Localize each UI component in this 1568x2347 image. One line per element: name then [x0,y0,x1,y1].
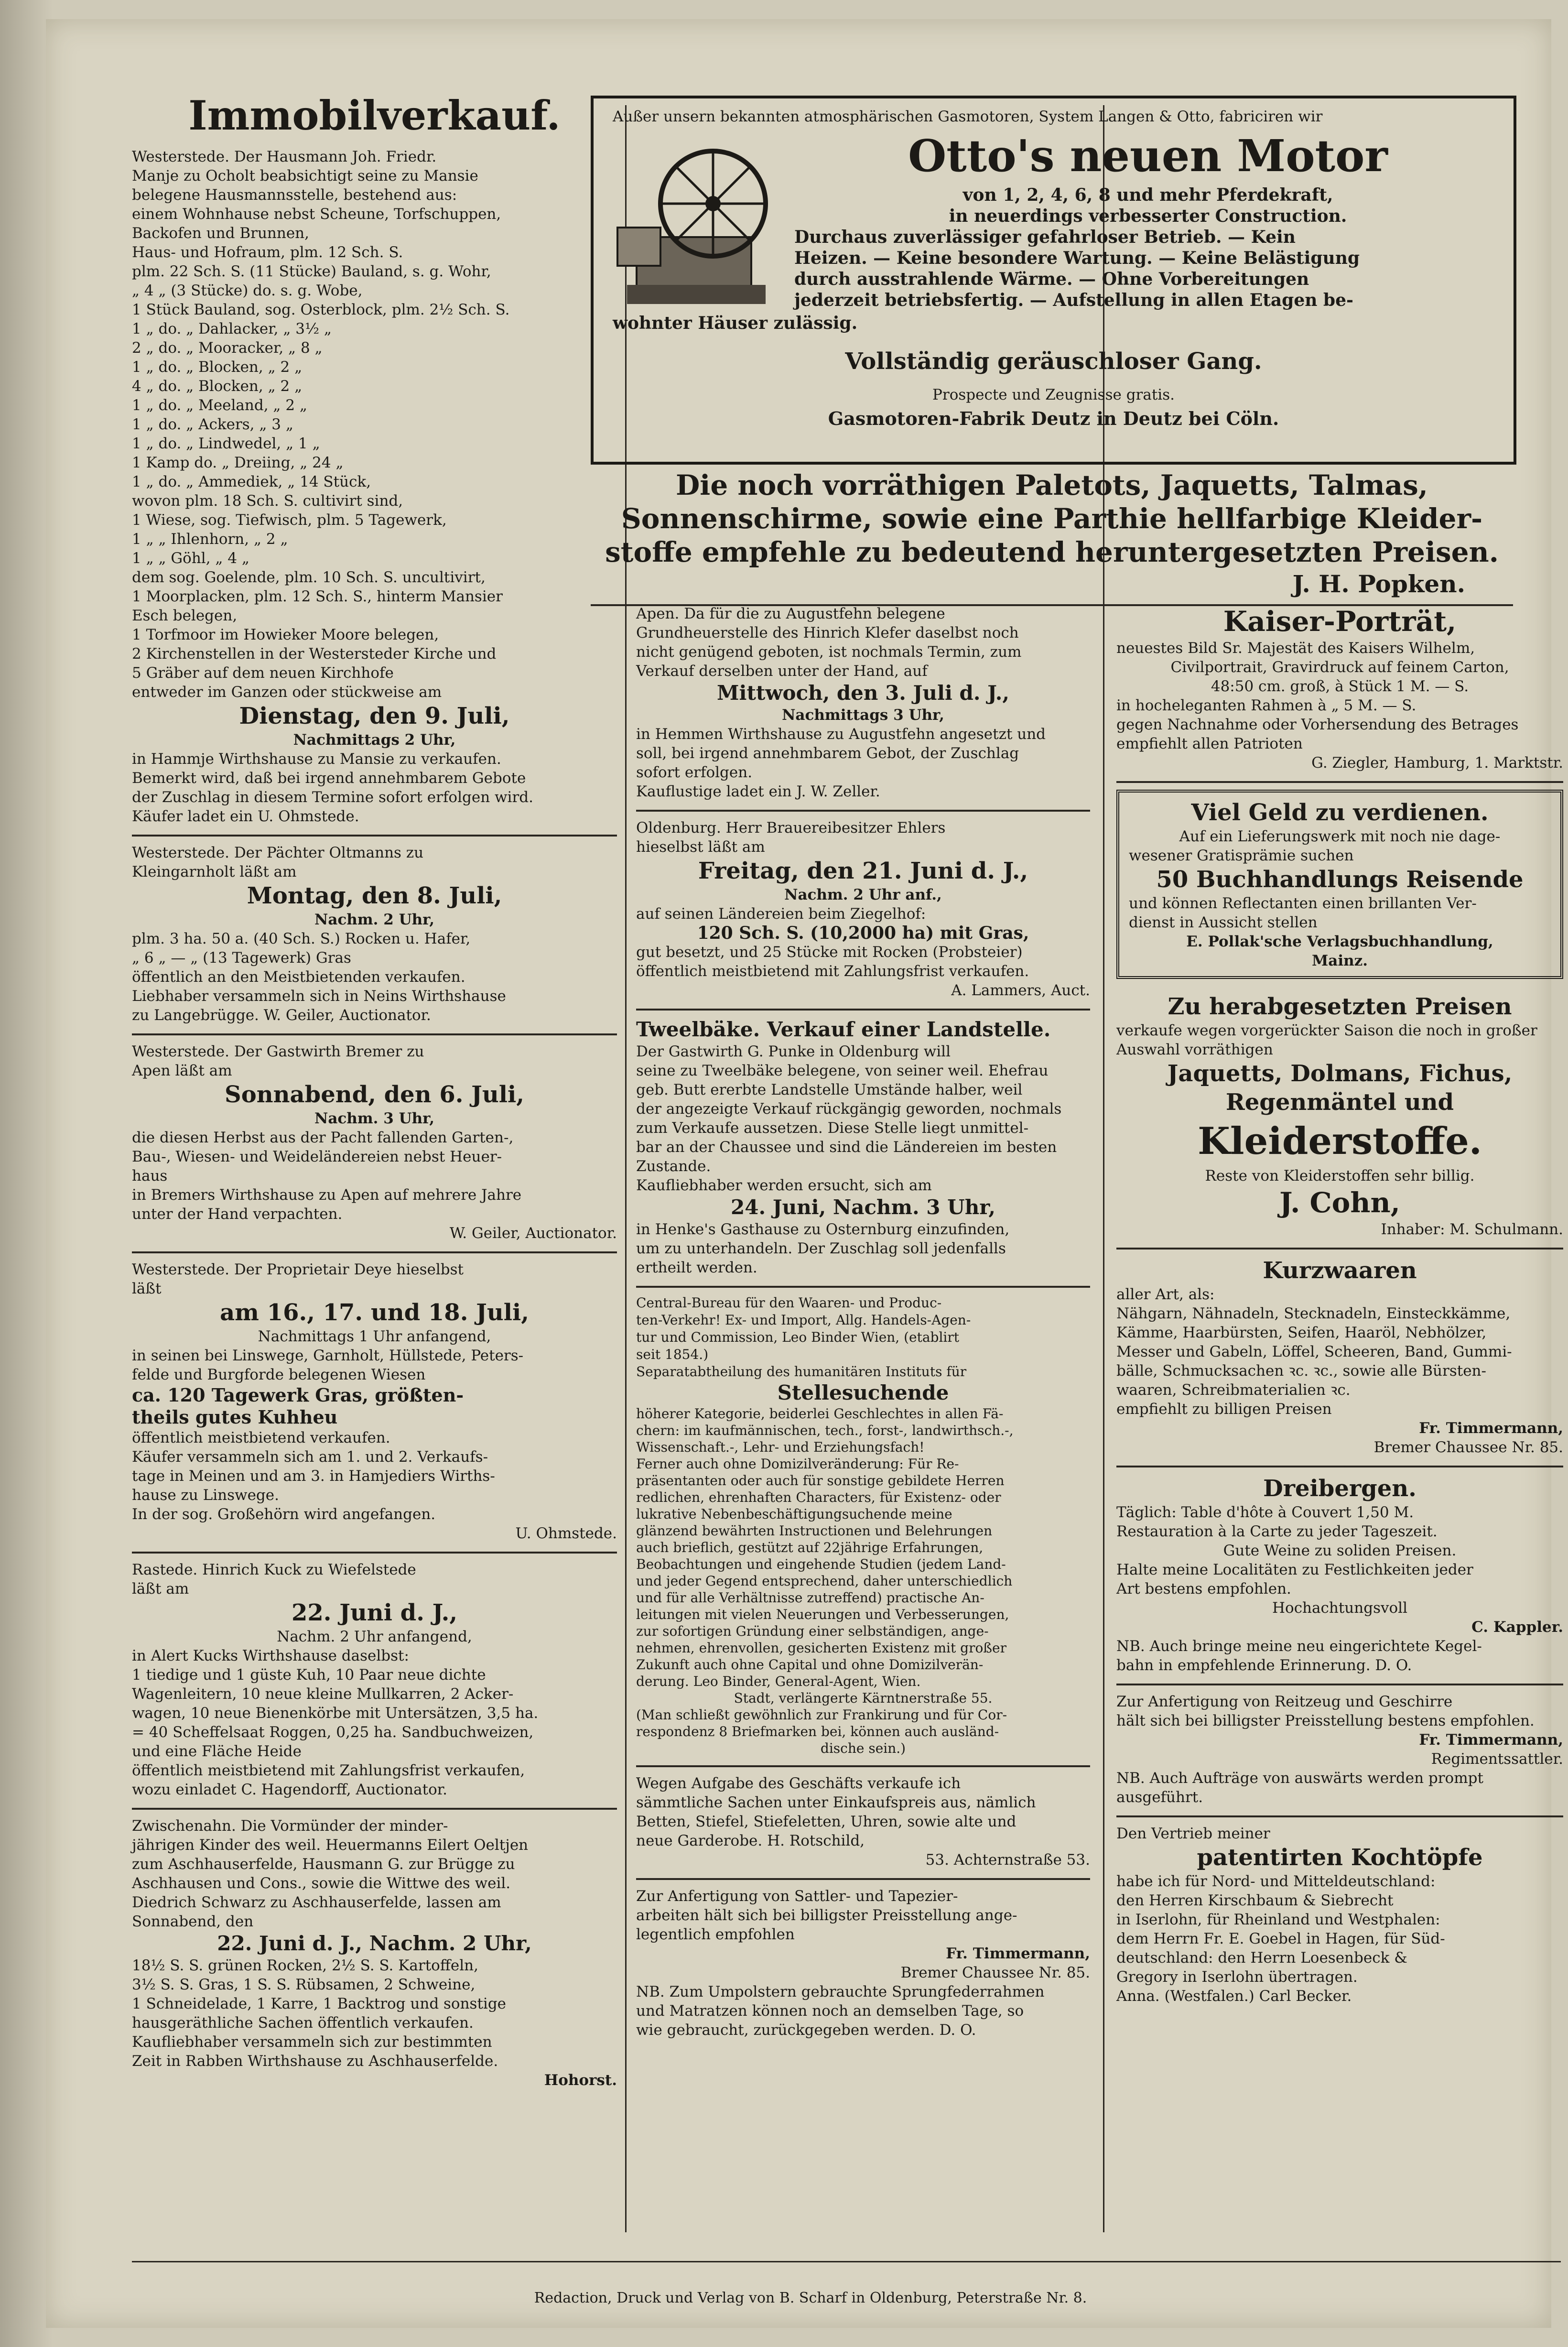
text-line: neue Garderobe. H. Rotschild, [636,1832,865,1849]
text-line: Fr. Timmermann, [1419,1420,1563,1437]
ad-dreibergen [1116,1467,1563,1685]
text-line: ausgeführt. [1116,1789,1203,1806]
ad-title: Viel Geld zu verdienen. [1191,799,1489,826]
text-line: 1 „ do. „ Lindwedel, „ 1 „ [132,435,320,452]
auction-time: Nachmittags 3 Uhr, [782,706,944,724]
text-line: 2 „ do. „ Mooracker, „ 8 „ [132,339,323,357]
page-gutter [0,0,53,2347]
ad-deye [132,1253,617,1554]
text-line: öffentlich meistbietend verkaufen. [132,1429,390,1446]
text-line: seine zu Tweelbäke belegene, von seiner weil. Ehefrau [636,1062,1049,1079]
text-line: 1 „ do. „ Meeland, „ 2 „ [132,397,307,414]
ad-rotschild [636,1767,1090,1880]
ad-title: Kaiser-Porträt, [1223,605,1457,638]
text-line: Zur Anfertigung von Sattler- und Tapezier- [636,1888,958,1905]
text-line: Bremer Chaussee Nr. 85. [1373,1439,1563,1456]
text-line: und Matratzen können noch an demselben Tage, so [636,2002,1024,2020]
text-line: um zu unterhandeln. Der Zuschlag soll jedenfalls [636,1240,1006,1257]
ad-manje [132,141,617,837]
text-line: Wagenleitern, 10 neue kleine Mullkarren, 2 Acker- [132,1685,514,1703]
text-line: nicht genügend geboten, ist nochmals Termin, zum [636,643,1022,661]
text-line: Nachmittags 1 Uhr anfangend, [258,1328,491,1345]
text-line: Central-Bureau für den Waaren- und Produc- [636,1295,942,1311]
text-line: Aschhausen und Cons., sowie die Wittwe des weil. [132,1875,511,1892]
text-line: Prospecte und Zeugnisse gratis. [932,386,1175,403]
text-line: Separatabtheilung des humanitären Instituts für [636,1364,967,1380]
text-line: läßt [132,1280,162,1297]
text-line: zum Verkaufe aussetzen. Diese Stelle liegt unmittel- [636,1119,1029,1137]
ad-tweelbaeke [636,1011,1090,1288]
ad-klefer [636,598,1090,812]
text-line: bälle, Schmucksachen ꝛc. ꝛc., sowie alle Bürsten- [1116,1362,1486,1380]
text-line: Sonnenschirme, sowie eine Parthie hellfarbige Kleider- [621,502,1483,535]
text-line: 1 Kamp do. „ Dreiing, „ 24 „ [132,454,344,471]
text-line: wesener Gratisprämie suchen [1129,847,1354,864]
text-line: tur und Commission, Leo Binder Wien, (etablirt [636,1329,960,1345]
text-line: jederzeit betriebsfertig. — Aufstellung in allen Etagen be- [794,290,1353,310]
text-line: Auf ein Lieferungswerk mit noch nie dage- [1179,828,1501,845]
text-line: Stadt, verlängerte Kärntnerstraße 55. [734,1690,993,1706]
ad-kurzwaaren [1116,1250,1563,1467]
text-line: Grundheuerstelle des Hinrich Klefer daselbst noch [636,624,1019,641]
ad-kuck [132,1554,617,1810]
text-line: 5 Gräber auf dem neuen Kirchhofe [132,664,394,682]
auction-date: Sonnabend, den 6. Juli, [225,1081,524,1108]
text-line: Gute Weine zu soliden Preisen. [1223,1542,1457,1559]
text-line: wozu einladet C. Hagendorff, Auctionator. [132,1781,448,1798]
ad-title: Kurzwaaren [1263,1257,1417,1284]
text-line: sämmtliche Sachen unter Einkaufspreis aus, nämlich [636,1794,1036,1811]
text-line: 1 „ do. „ Dahlacker, „ 3½ „ [132,320,332,337]
text-line: wohnter Häuser zulässig. [613,313,858,333]
text-line: Wegen Aufgabe des Geschäfts verkaufe ich [636,1775,961,1792]
column-1 [132,91,617,2098]
text-line: Ferner auch ohne Domizilveränderung: Für Re- [636,1456,959,1472]
text-line: von 1, 2, 4, 6, 8 und mehr Pferdekraft, [962,185,1333,205]
text-line: Durchaus zuverlässiger gefahrloser Betrieb. — Kein [794,227,1296,247]
text-line: 1 „ do. „ Ammediek, „ 14 Stück, [132,473,371,490]
auction-date: 22. Juni d. J., Nachm. 2 Uhr, [217,1932,532,1955]
text-line: Beobachtungen und eingehende Studien (jedem Land- [636,1556,1006,1572]
text-line: 1 Torfmoor im Howieker Moore belegen, [132,626,439,643]
ad-popken [591,468,1513,606]
text-line: (Man schließt gewöhnlich zur Frankirung und für Cor- [636,1707,1007,1723]
text-line: Westerstede. Der Hausmann Joh. Friedr. [132,148,437,165]
text-line: öffentlich an den Meistbietenden verkaufen. [132,968,465,986]
text-line: Art bestens empfohlen. [1116,1580,1291,1597]
text-line: Diedrich Schwarz zu Aschhauserfelde, lassen am [132,1894,501,1911]
text-line: belegene Hausmannsstelle, bestehend aus: [132,186,457,204]
text-line: öffentlich meistbietend mit Zahlungsfrist verkaufen. [636,963,1029,980]
text-line: plm. 22 Sch. S. (11 Stücke) Bauland, s. g. Wohr, [132,263,491,280]
text-line: Inhaber: M. Schulmann. [1381,1221,1563,1238]
text-line: 53. Achternstraße 53. [925,1851,1090,1869]
text-line: lukrative Nebenbeschäftigungsuchende meine [636,1506,952,1522]
text-line: empfiehlt zu billigen Preisen [1116,1401,1332,1418]
text-line: Zur Anfertigung von Reitzeug und Geschirre [1116,1693,1453,1710]
text-line: A. Lammers, Auct. [951,982,1090,999]
text-line: in seinen bei Linswege, Garnholt, Hüllstede, Peters- [132,1347,524,1364]
ad-heading: Stellesuchende [777,1381,949,1404]
auction-date: 22. Juni d. J., [291,1599,458,1626]
text-line: NB. Auch Aufträge von auswärts werden prompt [1116,1770,1483,1787]
ad-ehlers [636,812,1090,1011]
text-line: öffentlich meistbietend mit Zahlungsfrist verkaufen, [132,1762,525,1779]
text-line: habe ich für Nord- und Mitteldeutschland: [1116,1873,1436,1890]
auction-date: 24. Juni, Nachm. 3 Uhr, [731,1195,995,1219]
text-line: seit 1854.) [636,1347,709,1362]
slogan: Vollständig geräuschloser Gang. [845,348,1262,375]
engine-specs [794,185,1502,311]
text-line: in Iserlohn, für Rheinland und Westphalen: [1116,1911,1440,1928]
text-line: ten-Verkehr! Ex- und Import, Allg. Handels-Agen- [636,1312,971,1328]
text-line: Betten, Stiefel, Stiefeletten, Uhren, sowie alte und [636,1813,1016,1830]
ad-heading: patentirten Kochtöpfe [1197,1844,1483,1871]
text-line: zu Langebrügge. W. Geiler, Auctionator. [132,1007,431,1024]
text-line: 48:50 cm. groß, à Stück 1 M. — S. [1211,678,1469,695]
text-line: 1 „ do. „ Blocken, „ 2 „ [132,359,303,376]
text-line: 3½ S. S. Gras, 1 S. S. Rübsamen, 2 Schweine, [132,1976,476,1993]
text-line: Halte meine Localitäten zu Festlichkeiten jeder [1116,1561,1473,1578]
text-line: die diesen Herbst aus der Pacht fallenden Garten-, [132,1129,514,1146]
text-line: Hochachtungsvoll [1272,1599,1407,1617]
text-line: auf seinen Ländereien beim Ziegelhof: [636,905,926,923]
ad-body [132,147,617,702]
text-line: dem sog. Goelende, plm. 10 Sch. S. uncultivirt, [132,569,486,586]
text-line: U. Ohmstede. [515,1525,617,1542]
text-line: Mainz. [1311,952,1368,969]
text-line: Rastede. Hinrich Kuck zu Wiefelstede [132,1561,416,1578]
text-line: Kaufliebhaber versammeln sich zur bestimmten [132,2033,492,2051]
text-line: der Zuschlag in diesem Termine sofort erfolgen wird. [132,789,533,806]
text-line: wagen, 10 neue Bienenkörbe mit Untersätzen, 3,5 ha. [132,1705,539,1722]
text-line: in Bremers Wirthshause zu Apen auf mehrere Jahre [132,1186,522,1204]
text-line: NB. Zum Umpolstern gebrauchte Sprungfederrahmen [636,1983,1045,2000]
text-line: legentlich empfohlen [636,1926,795,1943]
auction-date: am 16., 17. und 18. Juli, [220,1299,529,1326]
text-line: bahn in empfehlende Erinnerung. D. O. [1116,1657,1412,1674]
auction-time: Nachm. 2 Uhr, [314,911,435,928]
text-line: Oldenburg. Herr Brauereibesitzer Ehlers [636,819,946,837]
text-line: 4 „ do. „ Blocken, „ 2 „ [132,378,303,395]
text-line: sofort erfolgen. [636,764,753,781]
text-line: in hocheleganten Rahmen à „ 5 M. — S. [1116,697,1417,714]
auction-time: Nachm. 2 Uhr anf., [784,886,942,903]
auction-time: Nachmittags 2 Uhr, [293,731,456,749]
auction-time: Nachm. 3 Uhr, [314,1110,435,1127]
text-line: präsentanten oder auch für sonstige gebildete Herren [636,1473,1005,1489]
text-line: = 40 Scheffelsaat Roggen, 0,25 ha. Sandbuchweizen, [132,1724,534,1741]
text-line: nehmen, ehrenvollen, gesicherten Existenz mit großer [636,1640,1006,1656]
text-line: zur sofortigen Gründung einer selbständigen, ange- [636,1623,989,1639]
text-line: auch brieflich, gestützt auf 22jährige Erfahrungen, [636,1540,984,1555]
text-line: glänzend bewährten Instructionen und Belehrungen [636,1523,993,1539]
text-line: dem Herrn Fr. E. Goebel in Hagen, für Süd- [1116,1930,1445,1947]
text-line: NB. Auch bringe meine neu eingerichtete Kegel- [1116,1638,1482,1655]
text-line: soll, bei irgend annehmbarem Gebot, der Zuschlag [636,745,1019,762]
ad-oltmanns [132,837,617,1035]
column-2 [636,598,1090,2048]
text-line: in Hammje Wirthshause zu Mansie zu verkaufen. [132,750,501,768]
text-line: Messer und Gabeln, Löffel, Scheeren, Band, Gummi- [1116,1343,1512,1360]
text-line: C. Kappler. [1471,1619,1563,1636]
text-line: zum Aschhauserfelde, Hausmann G. zur Brügge zu [132,1856,515,1873]
text-line: 18½ S. S. grünen Rocken, 2½ S. S. Kartoffeln, [132,1957,478,1974]
text-line: „ 6 „ — „ (13 Tagewerk) Gras [132,949,351,967]
ad-cohn [1116,986,1563,1250]
text-line: 120 Sch. S. (10,2000 ha) mit Gras, [697,923,1029,943]
text-line: 1 Schneidelade, 1 Karre, 1 Backtrog und sonstige [132,1995,507,2012]
text-line: Wissenschaft.-, Lehr- und Erziehungsfach! [636,1439,925,1455]
text-line: 1 „ „ Göhl, „ 4 „ [132,550,249,567]
text-line: Esch belegen, [132,607,238,624]
text-line: wovon plm. 18 Sch. S. cultivirt sind, [132,492,403,510]
text-line: Hohorst. [544,2072,617,2089]
text-line: Manje zu Ocholt beabsichtigt seine zu Mansie [132,167,478,185]
section-title: Immobilverkauf. [188,92,561,139]
ad-heading: Jaquetts, Dolmans, Fichus, Regenmäntel und [1167,1060,1513,1116]
text-line: theils gutes Kuhheu [132,1406,338,1428]
text-line: Verkauf derselben unter der Hand, auf [636,663,928,680]
text-line: Apen. Da für die zu Augustfehn belegene [636,605,945,622]
text-line: arbeiten hält sich bei billigster Preisstellung ange- [636,1907,1017,1924]
text-line: Apen läßt am [132,1062,232,1079]
footer-rule [132,2261,1561,2262]
text-line: Westerstede. Der Gastwirth Bremer zu [132,1043,424,1060]
text-line: hause zu Linswege. [132,1487,279,1504]
text-line: tage in Meinen und am 3. in Hamjediers Wirths- [132,1467,495,1485]
text-line: hausgeräthliche Sachen öffentlich verkaufen. [132,2014,474,2032]
ad-leo-binder [636,1288,1090,1767]
text-line: läßt am [132,1580,189,1597]
ad-timmermann-sattler [636,1880,1090,2048]
text-line: chern: im kaufmännischen, tech., forst-, landwirthsch.-, [636,1423,1014,1438]
imprint: Redaction, Druck und Verlag von B. Scharf in Oldenburg, Peterstraße Nr. 8. [534,2290,1087,2306]
text-line: geb. Butt ererbte Landstelle Umstände halber, weil [636,1081,1023,1098]
text-line: Zukunft auch ohne Capital und ohne Domizilverän- [636,1657,984,1673]
headline: Otto's neuen Motor [908,130,1388,182]
text-line: Kauflustige ladet ein J. W. Zeller. [636,783,880,800]
text-line: Täglich: Table d'hôte à Couvert 1,50 M. [1116,1504,1414,1521]
text-line: G. Ziegler, Hamburg, 1. Marktstr. [1311,754,1563,771]
text-line: 1 „ „ Ihlenhorn, „ 2 „ [132,531,288,548]
text-line: Kämme, Haarbürsten, Seifen, Haaröl, Nebhölzer, [1116,1324,1487,1341]
ad-kaiser-portraet [1116,598,1563,783]
ad-heading: 50 Buchhandlungs Reisende [1156,866,1524,893]
text-line: und jeder Gegend entsprechend, daher unterschiedlich [636,1573,1013,1589]
text-line: Käufer versammeln sich am 1. und 2. Verkaufs- [132,1448,488,1466]
text-line: waaren, Schreibmaterialien ꝛc. [1116,1381,1351,1399]
text-line: derung. Leo Binder, General-Agent, Wien. [636,1673,921,1689]
text-line: 1 „ do. „ Ackers, „ 3 „ [132,416,293,433]
text-line: durch ausstrahlende Wärme. — Ohne Vorbereitungen [794,269,1309,289]
ad-zwischenahn [132,1810,617,2098]
text-line: in Hemmen Wirthshause zu Augustfehn angesetzt und [636,726,1046,743]
text-line: Kaufliebhaber werden ersucht, sich am [636,1177,932,1194]
text-line: unter der Hand verpachten. [132,1206,343,1223]
text-line: Civilportrait, Gravirdruck auf feinem Carton, [1170,659,1509,676]
text-line: in Alert Kucks Wirthshause daselbst: [132,1647,409,1664]
text-line: Bremer Chaussee Nr. 85. [900,1964,1090,1981]
text-line: E. Pollak'sche Verlagsbuchhandlung, [1186,933,1493,950]
text-line: Haus- und Hofraum, plm. 12 Sch. S. [132,244,403,261]
text-line: 1 tiedige und 1 güste Kuh, 10 Paar neue dichte [132,1666,486,1684]
text-line: und für alle Verhältnisse zutreffend) practische An- [636,1590,984,1606]
text-line: Westerstede. Der Pächter Oltmanns zu [132,844,424,861]
text-line: In der sog. Großehörn wird angefangen. [132,1506,436,1523]
text-line: Käufer ladet ein U. Ohmstede. [132,808,359,825]
ad-kochtoepfe [1116,1817,1563,2014]
text-line: Westerstede. Der Proprietair Deye hieselbst [132,1261,464,1278]
text-line: Außer unsern bekannten atmosphärischen Gasmotoren, System Langen & Otto, fabriciren wir [613,108,1323,125]
text-line: plm. 3 ha. 50 a. (40 Sch. S.) Rocken u. Hafer, [132,930,471,947]
ad-otto-motor [591,96,1516,465]
text-line: leitungen mit vielen Neuerungen und Verbesserungen, [636,1607,1009,1622]
text-line: neuestes Bild Sr. Majestät des Kaisers Wilhelm, [1116,640,1475,657]
text-line: Nachm. 2 Uhr anfangend, [277,1628,472,1645]
text-line: Reste von Kleiderstoffen sehr billig. [1205,1167,1475,1184]
text-line: Zustande. [636,1158,711,1175]
text-line: respondenz 8 Briefmarken bei, können auch ausländ- [636,1724,999,1739]
text-line: haus [132,1167,168,1184]
text-line: Der Gastwirth G. Punke in Oldenburg will [636,1043,951,1060]
ad-title: Dreibergen. [1263,1475,1417,1502]
text-line: Heizen. — Keine besondere Wartung. — Keine Belästigung [794,248,1360,268]
text-line: Den Vertrieb meiner [1116,1825,1270,1842]
text-line: verkaufe wegen vorgerückter Saison die noch in großer [1116,1022,1537,1039]
signature: J. Cohn, [1279,1186,1400,1219]
text-line: in Henke's Gasthause zu Osternburg einzufinden, [636,1221,1010,1238]
text-line: gegen Nachnahme oder Vorhersendung des Betrages [1116,716,1519,733]
newspaper-page [46,19,1563,2328]
auction-date: Dienstag, den 9. Juli, [239,703,510,729]
text-line: 1 Wiese, sog. Tiefwisch, plm. 5 Tagewerk, [132,511,447,529]
text-line: und eine Fläche Heide [132,1743,302,1760]
text-line: der angezeigte Verkauf rückgängig geworden, nochmals [636,1100,1062,1118]
text-line: Gasmotoren-Fabrik Deutz in Deutz bei Cöln. [828,408,1279,429]
ad-timmermann-reitzeug [1116,1685,1563,1817]
ad-heading: Kleiderstoffe. [1198,1119,1482,1163]
text-line: Bemerkt wird, daß bei irgend annehmbarem Gebote [132,770,526,787]
text-line: bar an der Chaussee und sind die Ländereien im besten [636,1139,1057,1156]
text-line: Zeit in Rabben Wirthshause zu Aschhauserfelde. [132,2053,498,2070]
column-3 [1116,598,1563,2014]
text-line: Zwischenahn. Die Vormünder der minder- [132,1817,448,1835]
text-line: „ 4 „ (3 Stücke) do. s. g. Wobe, [132,282,363,299]
text-line: Liebhaber versammeln sich in Neins Wirthshause [132,988,506,1005]
ad-title: Zu herabgesetzten Preisen [1168,993,1512,1020]
text-line: 1 Stück Bauland, sog. Osterblock, plm. 2½ Sch. S. [132,301,510,318]
text-line: ca. 120 Tagewerk Gras, größten- [132,1384,464,1406]
text-line: gut besetzt, und 25 Stücke mit Rocken (Probsteier) [636,944,1023,961]
auction-date: Montag, den 8. Juli, [247,882,502,909]
ad-pollak [1116,790,1563,979]
text-line: wie gebraucht, zurückgegeben werden. D. O. [636,2021,976,2039]
text-line: dische sein.) [820,1740,906,1756]
text-line: Fr. Timmermann, [946,1945,1090,1962]
text-line: ertheilt werden. [636,1259,757,1276]
text-line: Backofen und Brunnen, [132,225,310,242]
ad-title: Tweelbäke. Verkauf einer Landstelle. [636,1018,1051,1041]
text-line: entweder im Ganzen oder stückweise am [132,684,442,701]
text-line: felde und Burgforde belegenen Wiesen [132,1366,426,1383]
auction-date: Freitag, den 21. Juni d. J., [698,858,1028,884]
text-line: hält sich bei billigster Preisstellung bestens empfohlen. [1116,1712,1535,1729]
text-line: Fr. Timmermann, [1419,1731,1563,1749]
text-line: deutschland: den Herrn Loesenbeck & [1116,1949,1407,1967]
engine-illustration [608,132,780,323]
text-line: aller Art, als: [1116,1286,1215,1303]
text-line: hieselbst läßt am [636,838,765,856]
text-line: redlichen, ehrenhaften Characters, für Existenz- oder [636,1489,1001,1505]
text-line: empfiehlt allen Patrioten [1116,735,1303,752]
text-line: den Herren Kirschbaum & Siebrecht [1116,1892,1394,1909]
auction-date: Mittwoch, den 3. Juli d. J., [717,681,1009,705]
text-line: dienst in Aussicht stellen [1129,914,1318,931]
text-line: Sonnabend, den [132,1913,254,1930]
text-line: Anna. (Westfalen.) Carl Becker. [1116,1988,1352,2005]
text-line: Restauration à la Carte zu jeder Tageszeit. [1116,1523,1438,1540]
text-line: höherer Kategorie, beiderlei Geschlechtes in allen Fä- [636,1406,1004,1422]
text-line: und können Reflectanten einen brillanten Ver- [1129,895,1477,912]
text-line: Auswahl vorräthigen [1116,1041,1273,1058]
text-line: 2 Kirchenstellen in der Westersteder Kirche und [132,645,497,663]
ad-bremer [132,1035,617,1253]
text-line: einem Wohnhause nebst Scheune, Torfschuppen, [132,206,501,223]
text-line: stoffe empfehle zu bedeutend heruntergesetzten Preisen. [605,536,1499,568]
text-line: Bau-, Wiesen- und Weideländereien nebst Heuer- [132,1148,502,1165]
text-line: Nähgarn, Nähnadeln, Stecknadeln, Einsteckkämme, [1116,1305,1511,1322]
text-line: 1 Moorplacken, plm. 12 Sch. S., hinterm Mansier [132,588,503,605]
text-line: Gregory in Iserlohn übertragen. [1116,1968,1358,1986]
text-line: Regimentssattler. [1431,1750,1563,1768]
text-line: W. Geiler, Auctionator. [449,1225,617,1242]
text-line: Kleingarnholt läßt am [132,863,297,880]
signature: J. H. Popken. [1292,570,1465,598]
text-line: in neuerdings verbesserter Construction. [949,206,1347,226]
text-line: Die noch vorräthigen Paletots, Jaquetts, Talmas, [675,469,1428,501]
text-line: jährigen Kinder des weil. Heuermanns Eilert Oeltjen [132,1836,529,1854]
